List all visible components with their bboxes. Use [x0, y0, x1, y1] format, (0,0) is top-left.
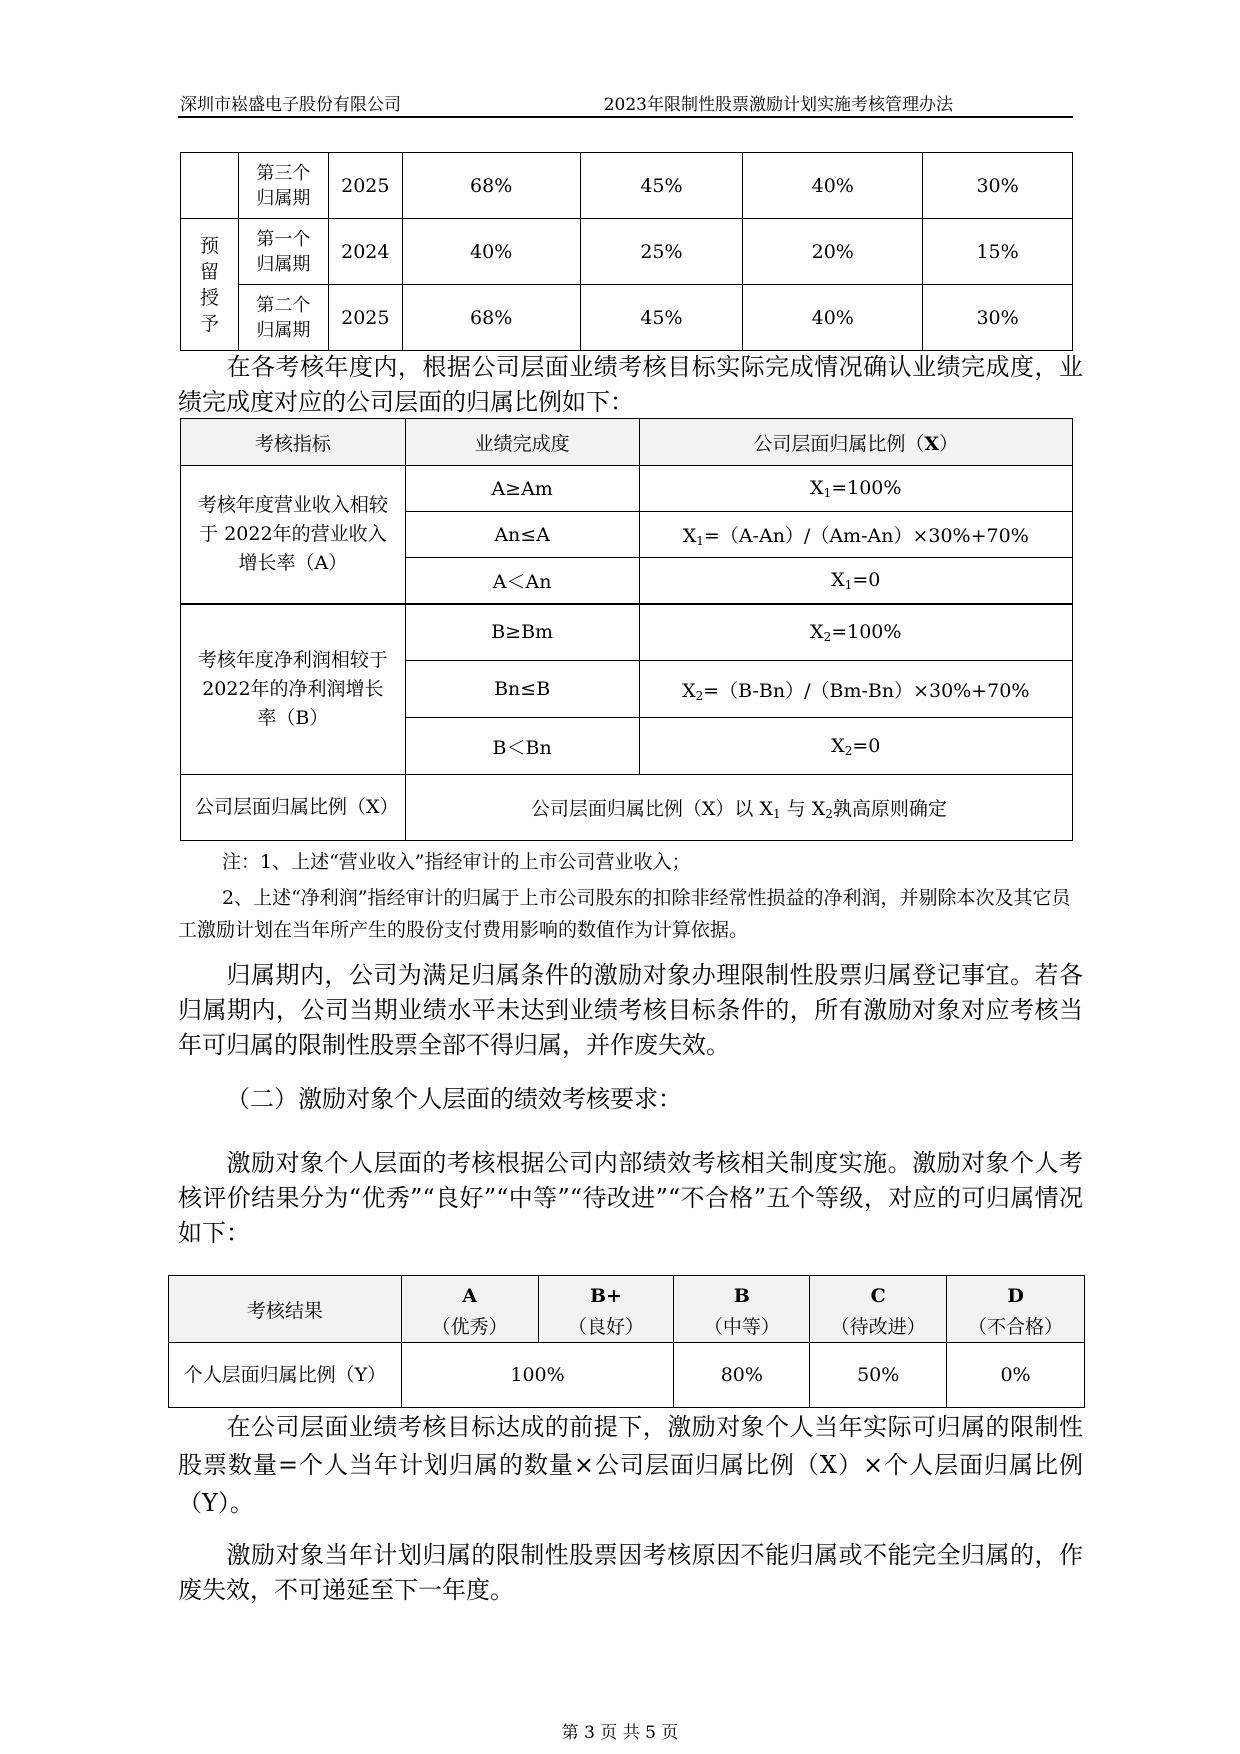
- value-cell: 25%: [580, 219, 743, 285]
- grade-cell: D （不合格）: [947, 1276, 1085, 1343]
- formula-cell: $X_2=0$: [639, 718, 1073, 775]
- value-cell: 15%: [923, 219, 1073, 285]
- table-row: [181, 604, 1073, 661]
- condition-cell: Bn≤B: [405, 661, 639, 718]
- result-label: 考核结果: [169, 1276, 402, 1343]
- formula-cell: $X_1=100\%$: [639, 466, 1073, 512]
- condition-cell: An≤A: [405, 512, 639, 558]
- reserve-grant-label: 预 留 授 予: [181, 219, 239, 351]
- condition-cell: B＜Bn: [405, 718, 639, 775]
- performance-target-table: [180, 152, 1073, 351]
- header-company: 深圳市崧盛电子股份有限公司: [180, 95, 401, 115]
- page-header: [178, 90, 1073, 118]
- period-cell: 第一个 归属期: [238, 219, 328, 285]
- table-row: [181, 219, 1073, 285]
- condition-cell: B≥Bm: [405, 604, 639, 661]
- grade-cell: B+ （良好）: [538, 1276, 674, 1343]
- value-cell: 40%: [402, 219, 580, 285]
- individual-grade-table: [168, 1275, 1085, 1408]
- table-row: [181, 466, 1073, 512]
- paragraph-forfeiture: 激励对象当年计划归属的限制性股票因考核原因不能归属或不能完全归属的，作废失效，不可递延至下一年度。: [178, 1541, 1083, 1604]
- header-ratio: 公司层面归属比例（X）: [639, 419, 1073, 466]
- formula-cell: $X_1=0$: [639, 558, 1073, 604]
- formula-cell: $X_1=(A-An)/(Am-An)\times 30\%+70\%$: [639, 512, 1073, 558]
- value-cell: 45%: [580, 153, 743, 219]
- value-cell: 40%: [743, 285, 923, 351]
- value-cell: 30%: [923, 285, 1073, 351]
- ratio-cell: 80%: [674, 1343, 810, 1408]
- header-doc-title: 2023年限制性股票激励计划实施考核管理办法: [603, 95, 953, 115]
- condition-cell: A≥Am: [405, 466, 639, 512]
- indicator-net-profit: 考核年度净利润相较于 2022年的净利润增长率（B）: [181, 604, 406, 775]
- year-cell: 2024: [328, 219, 402, 285]
- formula-cell: $X_2=(B-Bn)/(Bm-Bn)\times 30\%+70\%$: [639, 661, 1073, 718]
- note-1: 注：1、上述“营业收入”指经审计的上市公司营业收入；: [222, 851, 691, 873]
- indicator-revenue: 考核年度营业收入相较于 2022年的营业收入增长率（A）: [181, 466, 406, 604]
- header-completion: 业绩完成度: [405, 419, 639, 466]
- grade-cell: B （中等）: [674, 1276, 810, 1343]
- period-cell: 第二个 归属期: [238, 285, 328, 351]
- year-cell: 2025: [328, 153, 402, 219]
- company-ratio-label: 公司层面归属比例（X）: [181, 775, 406, 841]
- formula-cell: $X_2=100\%$: [639, 604, 1073, 661]
- grade-cell: A （优秀）: [401, 1276, 538, 1343]
- ratio-cell: 100%: [401, 1343, 674, 1408]
- value-cell: 45%: [580, 285, 743, 351]
- year-cell: 2025: [328, 285, 402, 351]
- table-row: [181, 153, 1073, 219]
- condition-cell: A＜An: [405, 558, 639, 604]
- page-number: 第 3 页 共 5 页: [561, 1723, 679, 1743]
- paragraph-attribution-period: 归属期内，公司为满足归属条件的激励对象办理限制性股票归属登记事宜。若各归属期内，公司当期业绩水平未达到业绩考核目标条件的，所有激励对象对应考核当年可归属的限制性股票全部不得归属，并作废失效。: [178, 961, 1083, 1059]
- paragraph-individual-assessment: 激励对象个人层面的考核根据公司内部绩效考核相关制度实施。激励对象个人考核评价结果分为“优秀”“良好”“中等”“待改进”“不合格”五个等级，对应的可归属情况如下：: [178, 1149, 1083, 1247]
- attribution-ratio-table: [180, 418, 1073, 841]
- paragraph-completion-intro: 在各考核年度内，根据公司层面业绩考核目标实际完成情况确认业绩完成度，业绩完成度对应的公司层面的归属比例如下：: [178, 353, 1083, 416]
- table-row: [169, 1343, 1085, 1408]
- table-header-row: [181, 419, 1073, 466]
- header-indicator: 考核指标: [181, 419, 406, 466]
- value-cell: 40%: [743, 153, 923, 219]
- empty-cell: [181, 153, 239, 219]
- table-row: [181, 775, 1073, 841]
- table-header-row: [169, 1276, 1085, 1343]
- value-cell: 68%: [402, 153, 580, 219]
- ratio-cell: 0%: [947, 1343, 1085, 1408]
- section-heading-individual: （二）激励对象个人层面的绩效考核要求：: [226, 1085, 682, 1113]
- ratio-label: 个人层面归属比例（Y）: [169, 1343, 402, 1408]
- value-cell: 20%: [743, 219, 923, 285]
- value-cell: 68%: [402, 285, 580, 351]
- paragraph-actual-quantity: 在公司层面业绩考核目标达成的前提下，激励对象个人当年实际可归属的限制性股票数量=个人当年计划归属的数量×公司层面归属比例（X）×个人层面归属比例（Y）。: [178, 1413, 1083, 1517]
- grade-cell: C （待改进）: [810, 1276, 947, 1343]
- period-cell: 第三个 归属期: [238, 153, 328, 219]
- ratio-cell: 50%: [810, 1343, 947, 1408]
- value-cell: 30%: [923, 153, 1073, 219]
- table-row: [181, 285, 1073, 351]
- note-2: 2、上述“净利润”指经审计的归属于上市公司股东的扣除非经常性损益的净利润，并剔除本次及其它员工激励计划在当年所产生的股份支付费用影响的数值作为计算依据。: [178, 887, 1071, 941]
- company-ratio-rule: 公司层面归属比例（X）以 $X_1$ 与 $X_2$孰高原则确定: [405, 775, 1072, 841]
